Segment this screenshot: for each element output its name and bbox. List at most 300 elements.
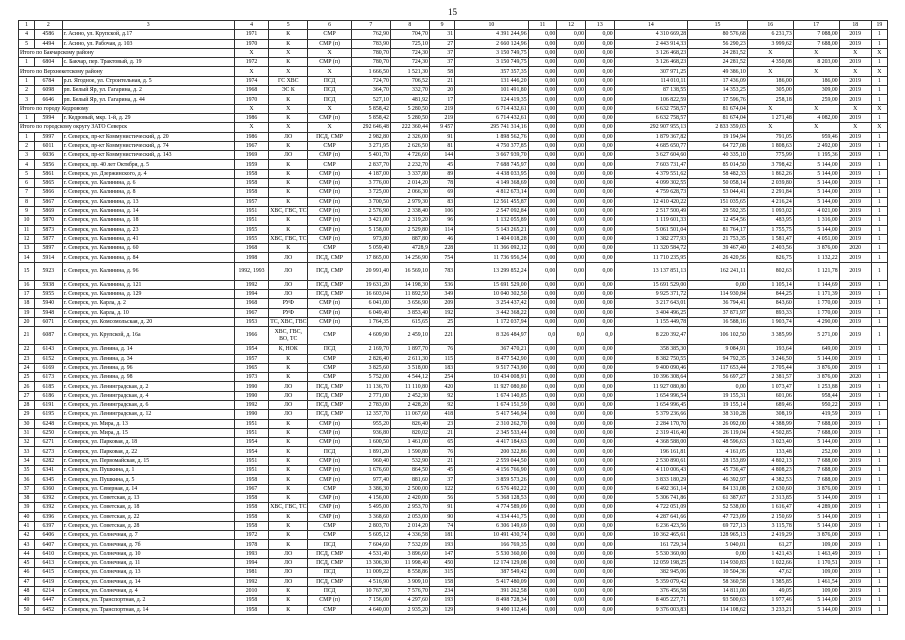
cell-row-number: 3 <box>19 95 35 104</box>
cell-total-cost: 5 143 265,21 <box>455 225 528 234</box>
cell-stage: 1 <box>871 299 887 308</box>
cell-service-type: СМР (п) <box>308 169 352 178</box>
cell-row-number: 25 <box>19 373 35 382</box>
cell-work-type: ЛО <box>269 382 308 391</box>
cell-service-type: ПСД, СМР <box>308 400 352 409</box>
cell-other-funds: 26 119,04 <box>688 428 748 437</box>
cell-plan-year: 2019 <box>839 179 871 188</box>
cell-owner-funds: 10 396 308,64 <box>614 373 687 382</box>
cell-max-unit-cost: 5 144,00 <box>793 225 839 234</box>
cell-regional-funds: 0,00 <box>557 234 586 243</box>
cell-max-unit-cost: 2 492,00 <box>793 141 839 150</box>
cell-max-unit-cost: 419,59 <box>793 410 839 419</box>
cell-build-year: 1968 <box>234 244 268 253</box>
cell-total-area: 527,10 <box>351 95 390 104</box>
cell-regional-funds: 0,00 <box>557 216 586 225</box>
cell-build-year: 1994 <box>234 290 268 299</box>
cell-work-type: ЛО <box>269 290 308 299</box>
cell-residents: 25 <box>429 317 454 326</box>
cell-plan-year: 2019 <box>839 559 871 568</box>
cell-address: г. Северск, ул. Ленина, д. 34 <box>62 354 234 363</box>
cell-service-type: СМР (п) <box>308 58 352 67</box>
cell-address: г. Северск, ул. Калинина, д. 96 <box>62 262 234 280</box>
cell-residents: 122 <box>429 484 454 493</box>
cell-owner-funds: 382 945,06 <box>614 568 687 577</box>
cell-unit-cost: 1 616,47 <box>747 503 793 512</box>
cell-row-number: 47 <box>19 577 35 586</box>
cell-total-area: 3 421,00 <box>351 216 390 225</box>
cell-residential-area: 725,10 <box>390 39 429 48</box>
table-row <box>19 391 888 400</box>
column-header-2: 2 <box>35 21 63 30</box>
cell-other-funds: 4 161,05 <box>688 447 748 456</box>
cell-total-cost: 8 477 542,90 <box>455 354 528 363</box>
cell-building-id: 6396 <box>35 512 63 521</box>
cell-build-year: 1958 <box>234 512 268 521</box>
cell-regional-funds: 0,00 <box>557 493 586 502</box>
cell-row-number: 28 <box>19 400 35 409</box>
cell-residential-area: 2 066,30 <box>390 188 429 197</box>
cell-stage: 1 <box>871 225 887 234</box>
cell-regional-funds: 0,00 <box>557 559 586 568</box>
table-row <box>19 596 888 605</box>
cell-other-funds: 128 965,13 <box>688 531 748 540</box>
cell-municipal-funds: 0,00 <box>585 280 614 289</box>
cell-residential-area: 704,70 <box>390 30 429 39</box>
cell-owner-funds: 1 654 996,45 <box>614 400 687 409</box>
column-header-11: 11 <box>528 21 557 30</box>
cell-owner-funds: 4 759 628,73 <box>614 188 687 197</box>
cell-building-id: 5940 <box>35 299 63 308</box>
cell-building-id: 5997 <box>35 132 63 141</box>
table-row <box>19 531 888 540</box>
table-row <box>19 493 888 502</box>
cell-plan-year: 2019 <box>839 327 871 345</box>
cell-residents: 78 <box>429 179 454 188</box>
cell-residents: 158 <box>429 577 454 586</box>
cell-building-id: 6392 <box>35 493 63 502</box>
cell-plan-year: 2019 <box>839 197 871 206</box>
cell-regional-funds: 0,00 <box>557 373 586 382</box>
cell-service-type: СМР (п) <box>308 503 352 512</box>
cell-owner-funds: 3 627 604,60 <box>614 151 687 160</box>
cell-regional-funds: 0,00 <box>557 262 586 280</box>
group-cell-service-type: X <box>308 67 352 76</box>
cell-row-number: 26 <box>19 382 35 391</box>
cell-service-type: СМР <box>308 531 352 540</box>
cell-total-area: 2 576,90 <box>351 206 390 215</box>
cell-regional-funds: 0,00 <box>557 512 586 521</box>
cell-unit-cost: 2 313,85 <box>747 493 793 502</box>
group-total-row <box>19 48 888 57</box>
cell-row-number: 41 <box>19 521 35 530</box>
cell-unit-cost: 3 798,42 <box>747 160 793 169</box>
cell-residents: 92 <box>429 391 454 400</box>
cell-address: г. Северск, ул. Солнечная, д. 7 <box>62 531 234 540</box>
cell-other-funds: 12 454,56 <box>688 216 748 225</box>
cell-building-id: 6415 <box>35 568 63 577</box>
cell-total-area: 3 825,60 <box>351 363 390 372</box>
cell-total-cost: 5 417 480,09 <box>455 577 528 586</box>
table-row <box>19 419 888 428</box>
cell-stage: 1 <box>871 493 887 502</box>
cell-max-unit-cost: 4 290,00 <box>793 317 839 326</box>
cell-residents: 418 <box>429 410 454 419</box>
cell-work-type: ЛО <box>269 253 308 262</box>
cell-other-funds: 26 092,00 <box>688 419 748 428</box>
cell-building-id: 6413 <box>35 559 63 568</box>
cell-residential-area: 2 232,70 <box>390 160 429 169</box>
cell-municipal-funds: 0,00 <box>585 141 614 150</box>
cell-build-year: 1968 <box>234 86 268 95</box>
cell-federal-funds: 0,00 <box>528 188 557 197</box>
cell-work-type: К <box>269 244 308 253</box>
cell-service-type: СМР <box>308 354 352 363</box>
cell-max-unit-cost: 5 144,00 <box>793 179 839 188</box>
cell-building-id: 5948 <box>35 308 63 317</box>
cell-service-type: СМР <box>308 363 352 372</box>
cell-other-funds: 47 723,09 <box>688 512 748 521</box>
cell-stage: 1 <box>871 169 887 178</box>
cell-municipal-funds: 0,00 <box>585 179 614 188</box>
group-cell-residential-area: 724,30 <box>390 48 429 57</box>
cell-stage: 1 <box>871 531 887 540</box>
cell-service-type: ПСД, СМР <box>308 262 352 280</box>
cell-residents: 106 <box>429 206 454 215</box>
cell-regional-funds: 0,00 <box>557 521 586 530</box>
cell-row-number: 33 <box>19 447 35 456</box>
cell-service-type: СМР <box>308 521 352 530</box>
cell-stage: 1 <box>871 179 887 188</box>
cell-stage: 1 <box>871 30 887 39</box>
table-row <box>19 484 888 493</box>
cell-total-cost: 3 859 573,26 <box>455 475 528 484</box>
cell-work-type: К <box>269 216 308 225</box>
cell-stage: 1 <box>871 391 887 400</box>
cell-address: г. Северск, ул. Калинина, д. 6 <box>62 179 234 188</box>
cell-address: г. Северск, ул. Калинина, д. 14 <box>62 206 234 215</box>
cell-total-area: 7 156,00 <box>351 596 390 605</box>
cell-row-number: 6 <box>19 179 35 188</box>
cell-build-year: 1958 <box>234 475 268 484</box>
cell-build-year: 1992 <box>234 577 268 586</box>
page-number: 15 <box>448 7 457 17</box>
cell-unit-cost: 1 271,48 <box>747 113 793 122</box>
cell-address: г. Северск, ул. Советская, д. 22 <box>62 512 234 521</box>
cell-federal-funds: 0,00 <box>528 76 557 85</box>
cell-build-year: 1971 <box>234 30 268 39</box>
cell-work-type: К <box>269 39 308 48</box>
group-cell-owner-funds: 292 907 955,13 <box>614 123 687 132</box>
cell-unit-cost: 3 246,50 <box>747 354 793 363</box>
cell-other-funds: 114 930,84 <box>688 290 748 299</box>
cell-municipal-funds: 0,00 <box>585 317 614 326</box>
cell-total-cost: 124 419,35 <box>455 95 528 104</box>
cell-residential-area: 7 576,70 <box>390 586 429 595</box>
cell-build-year: 1957 <box>234 354 268 363</box>
cell-residential-area: 2 420,00 <box>390 493 429 502</box>
cell-federal-funds: 0,00 <box>528 206 557 215</box>
cell-building-id: 6407 <box>35 540 63 549</box>
cell-service-type: ПСД <box>308 86 352 95</box>
cell-other-funds: 38 310,28 <box>688 410 748 419</box>
cell-total-area: 2 837,70 <box>351 160 390 169</box>
group-cell-residential-area: 222 360,44 <box>390 123 429 132</box>
cell-other-funds: 162 241,11 <box>688 262 748 280</box>
cell-max-unit-cost: 1 770,00 <box>793 299 839 308</box>
cell-unit-cost: 4 502,85 <box>747 428 793 437</box>
cell-max-unit-cost: 1 144,69 <box>793 280 839 289</box>
cell-total-area: 2 982,80 <box>351 132 390 141</box>
cell-total-cost: 200 322,86 <box>455 447 528 456</box>
cell-stage: 1 <box>871 234 887 243</box>
cell-plan-year: 2019 <box>839 317 871 326</box>
table-row <box>19 262 888 280</box>
cell-total-area: 973,80 <box>351 234 390 243</box>
cell-residential-area: 615,65 <box>390 317 429 326</box>
cell-service-type: СМР (п) <box>308 475 352 484</box>
cell-other-funds: 36 794,41 <box>688 299 748 308</box>
cell-residents: 115 <box>429 354 454 363</box>
cell-unit-cost: 193,64 <box>747 345 793 354</box>
table-row <box>19 466 888 475</box>
cell-building-id: 6341 <box>35 466 63 475</box>
cell-work-type: ЭС К <box>269 86 308 95</box>
cell-work-type: К <box>269 447 308 456</box>
cell-plan-year: 2019 <box>839 493 871 502</box>
cell-residents: 420 <box>429 382 454 391</box>
cell-owner-funds: 3 217 643,01 <box>614 299 687 308</box>
cell-address: г. Северск, ул. Карла, д. 10 <box>62 308 234 317</box>
cell-federal-funds: 0,00 <box>528 169 557 178</box>
cell-service-type: СМР (п) <box>308 225 352 234</box>
cell-regional-funds: 0,00 <box>557 428 586 437</box>
cell-regional-funds: 0,00 <box>557 132 586 141</box>
cell-total-area: 977,40 <box>351 475 390 484</box>
cell-municipal-funds: 0,00 <box>585 559 614 568</box>
cell-service-type: СМР (п) <box>308 428 352 437</box>
cell-residential-area: 2 326,00 <box>390 132 429 141</box>
cell-residents: 69 <box>429 188 454 197</box>
cell-unit-cost: 3 999,62 <box>747 39 793 48</box>
cell-residents: 45 <box>429 466 454 475</box>
cell-plan-year: 2019 <box>839 132 871 141</box>
cell-federal-funds: 0,00 <box>528 577 557 586</box>
cell-residential-area: 881,60 <box>390 475 429 484</box>
cell-owner-funds: 7 603 731,47 <box>614 160 687 169</box>
column-header-8: 8 <box>390 21 429 30</box>
table-row <box>19 280 888 289</box>
cell-max-unit-cost: 109,00 <box>793 586 839 595</box>
cell-owner-funds: 11 710 235,95 <box>614 253 687 262</box>
cell-max-unit-cost: 5 144,00 <box>793 354 839 363</box>
group-cell-total-area: 780,70 <box>351 48 390 57</box>
cell-work-type: К <box>269 475 308 484</box>
cell-owner-funds: 161 729,34 <box>614 540 687 549</box>
cell-address: г. Северск, ул. Калинина, д. 8 <box>62 188 234 197</box>
cell-federal-funds: 0,00 <box>528 179 557 188</box>
cell-service-type: СМР (п) <box>308 456 352 465</box>
cell-total-cost: 166 769,35 <box>455 540 528 549</box>
cell-service-type: СМР (п) <box>308 188 352 197</box>
cell-row-number: 5 <box>19 169 35 178</box>
cell-total-cost: 1 404 018,28 <box>455 234 528 243</box>
cell-total-area: 11 136,70 <box>351 382 390 391</box>
cell-residents: 129 <box>429 605 454 614</box>
cell-build-year: 1970 <box>234 95 268 104</box>
cell-plan-year: 2019 <box>839 206 871 215</box>
cell-other-funds: 28 153,89 <box>688 456 748 465</box>
cell-unit-cost: 1 581,47 <box>747 234 793 243</box>
column-header-12: 12 <box>557 21 586 30</box>
cell-municipal-funds: 0,00 <box>585 503 614 512</box>
cell-build-year: 1973 <box>234 373 268 382</box>
cell-max-unit-cost: 5 144,00 <box>793 197 839 206</box>
cell-address: г. Северск, ул. Солнечная, д. 4 <box>62 586 234 595</box>
cell-total-area: 4 531,40 <box>351 549 390 558</box>
cell-total-cost: 6 306 149,69 <box>455 521 528 530</box>
cell-row-number: 3 <box>19 151 35 160</box>
column-header-9: 9 <box>429 21 454 30</box>
cell-unit-cost: 305,00 <box>747 86 793 95</box>
cell-total-cost: 5 368 128,53 <box>455 493 528 502</box>
cell-address: г. Северск, ул. Солнечная, д. 11 <box>62 559 234 568</box>
cell-stage: 1 <box>871 447 887 456</box>
cell-row-number: 21 <box>19 327 35 345</box>
cell-regional-funds: 0,00 <box>557 354 586 363</box>
cell-total-cost: 8 498 728,34 <box>455 596 528 605</box>
cell-stage: 1 <box>871 262 887 280</box>
cell-build-year: 1992 <box>234 280 268 289</box>
table-row <box>19 30 888 39</box>
cell-other-funds: 106 102,50 <box>688 327 748 345</box>
cell-other-funds: 114 930,83 <box>688 559 748 568</box>
table-row <box>19 363 888 372</box>
cell-plan-year: 2019 <box>839 410 871 419</box>
cell-stage: 1 <box>871 475 887 484</box>
cell-address: г. Северск, ул. Солнечная, д. 14 <box>62 577 234 586</box>
column-header-6: 6 <box>308 21 352 30</box>
group-cell-other-funds: 24 281,52 <box>688 48 748 57</box>
group-cell-regional-funds: 0,00 <box>557 67 586 76</box>
cell-total-cost: 1 132 055,89 <box>455 216 528 225</box>
cell-total-area: 955,20 <box>351 419 390 428</box>
cell-work-type: К <box>269 484 308 493</box>
cell-stage: 1 <box>871 521 887 530</box>
cell-unit-cost: 1 022,66 <box>747 559 793 568</box>
cell-building-id: 6410 <box>35 549 63 558</box>
cell-other-funds: 50 058,14 <box>688 179 748 188</box>
cell-residents: 45 <box>429 160 454 169</box>
cell-unit-cost: 2 150,69 <box>747 512 793 521</box>
cell-total-cost: 2 345 533,44 <box>455 428 528 437</box>
table-row <box>19 475 888 484</box>
column-header-17: 17 <box>793 21 839 30</box>
cell-residential-area: 1 461,00 <box>390 438 429 447</box>
cell-residents: 450 <box>429 559 454 568</box>
cell-stage: 1 <box>871 86 887 95</box>
cell-federal-funds: 0,00 <box>528 244 557 253</box>
cell-other-funds: 19 155,31 <box>688 391 748 400</box>
cell-building-id: 5938 <box>35 280 63 289</box>
cell-federal-funds: 0,00 <box>528 568 557 577</box>
cell-service-type: СМР (п) <box>308 206 352 215</box>
cell-federal-funds: 0,00 <box>528 132 557 141</box>
cell-max-unit-cost: 5 144,00 <box>793 160 839 169</box>
cell-stage: 1 <box>871 317 887 326</box>
cell-federal-funds: 0,0 <box>528 327 557 345</box>
cell-total-cost: 4 334 441,75 <box>455 512 528 521</box>
cell-owner-funds: 2 443 914,33 <box>614 39 687 48</box>
cell-other-funds: 24 281,52 <box>688 58 748 67</box>
cell-service-type: ПСД, СМР <box>308 280 352 289</box>
cell-total-area: 1 676,60 <box>351 466 390 475</box>
cell-building-id: 6397 <box>35 521 63 530</box>
table-row <box>19 141 888 150</box>
cell-owner-funds: 13 137 851,13 <box>614 262 687 280</box>
cell-plan-year: 2019 <box>839 141 871 150</box>
cell-total-area: 780,70 <box>351 58 390 67</box>
cell-stage: 1 <box>871 438 887 447</box>
cell-build-year: 1978 <box>234 540 268 549</box>
cell-other-funds: 0,00 <box>688 280 748 289</box>
cell-building-id: 6185 <box>35 382 63 391</box>
cell-row-number: 27 <box>19 391 35 400</box>
cell-work-type: ЛО <box>269 410 308 419</box>
cell-row-number: 48 <box>19 586 35 595</box>
cell-building-id: 6804 <box>35 58 63 67</box>
cell-unit-cost: 1 903,74 <box>747 317 793 326</box>
cell-plan-year: 2019 <box>839 549 871 558</box>
cell-residents: 96 <box>429 216 454 225</box>
table-row <box>19 179 888 188</box>
cell-owner-funds: 15 691 529,00 <box>614 280 687 289</box>
cell-municipal-funds: 0,00 <box>585 290 614 299</box>
cell-municipal-funds: 0,00 <box>585 225 614 234</box>
cell-municipal-funds: 0,00 <box>585 549 614 558</box>
cell-federal-funds: 0,00 <box>528 540 557 549</box>
cell-plan-year: 2019 <box>839 151 871 160</box>
cell-plan-year: 2019 <box>839 586 871 595</box>
cell-municipal-funds: 0,00 <box>585 419 614 428</box>
cell-unit-cost: 61,27 <box>747 540 793 549</box>
cell-building-id: 6071 <box>35 317 63 326</box>
cell-total-cost: 3 667 939,70 <box>455 151 528 160</box>
cell-row-number: 44 <box>19 549 35 558</box>
cell-residential-area: 2 319,20 <box>390 216 429 225</box>
table-row <box>19 151 888 160</box>
table-row <box>19 549 888 558</box>
cell-owner-funds: 12 410 420,22 <box>614 197 687 206</box>
cell-residents: 349 <box>429 290 454 299</box>
cell-total-cost: 1 674 151,59 <box>455 400 528 409</box>
cell-plan-year: 2019 <box>839 531 871 540</box>
cell-regional-funds: 0,00 <box>557 503 586 512</box>
cell-address: г. Асино, ул. Рабочая, д. 103 <box>62 39 234 48</box>
cell-other-funds: 81 674,04 <box>688 113 748 122</box>
cell-residents: 315 <box>429 568 454 577</box>
table-row <box>19 410 888 419</box>
cell-address: г. Северск, ул. Калинина, д. 121 <box>62 280 234 289</box>
cell-work-type: К <box>269 373 308 382</box>
cell-total-area: 5 158,00 <box>351 225 390 234</box>
group-cell-stage: X <box>871 67 887 76</box>
cell-max-unit-cost: 309,00 <box>793 86 839 95</box>
cell-regional-funds: 0,00 <box>557 419 586 428</box>
cell-residential-area: 2 428,20 <box>390 400 429 409</box>
cell-stage: 1 <box>871 484 887 493</box>
group-cell-max-unit-cost: X <box>793 67 839 76</box>
